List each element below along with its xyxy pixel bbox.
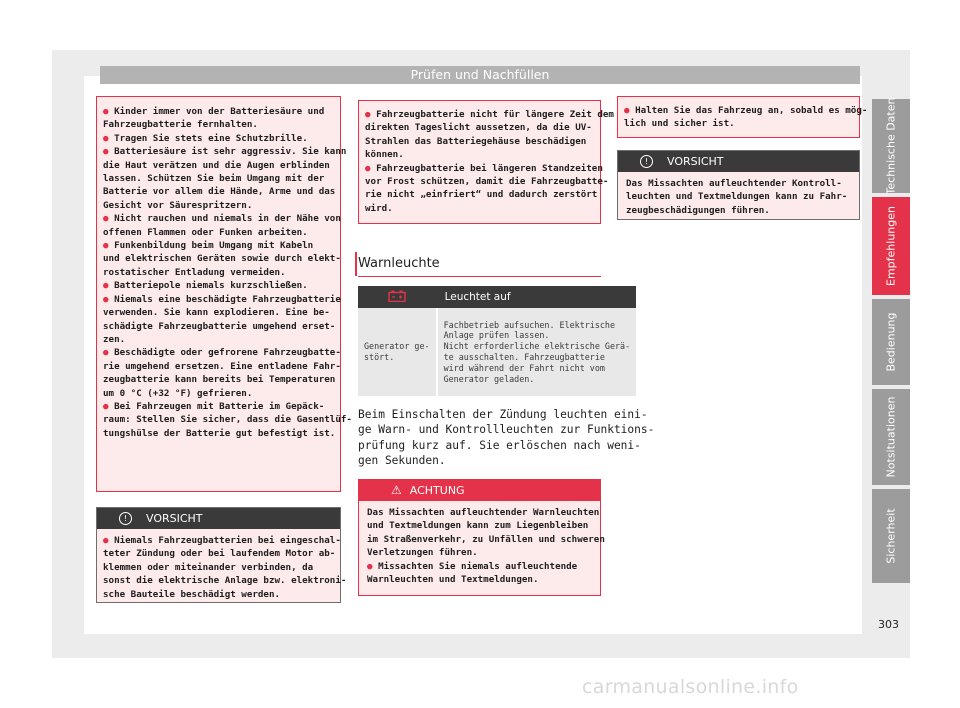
table-row xyxy=(358,308,636,396)
left-danger-list xyxy=(103,105,352,440)
list-item: ● Niemals Fahrzeugbatterien bei eingeschal- teter Zündung oder bei laufendem Motor ab- klemmen oder miteinander verbinden, da sonst die elektrische Anlage bzw. elektroni- sche Bauteile beschädigt werden. xyxy=(103,535,347,600)
left-danger-box xyxy=(96,96,352,492)
battery-icon xyxy=(358,286,437,308)
list-item: ● Tragen Sie stets eine Schutzbrille. xyxy=(103,132,308,144)
table-header-row xyxy=(358,286,636,308)
middle-danger-box xyxy=(358,100,614,224)
notice-label: VORSICHT xyxy=(667,155,724,168)
section-title: Warnleuchte xyxy=(358,256,440,271)
list-item: ● Missachten Sie niemals aufleuchtende Warnleuchten und Textmeldungen. xyxy=(367,560,578,586)
warning-light-table xyxy=(358,286,636,396)
notice-label: VORSICHT xyxy=(146,512,203,525)
tab-empfehlungen[interactable]: Empfehlungen xyxy=(872,197,910,295)
list-item: ● Bei Fahrzeugen mit Batterie im Gepäck- raum: Stellen Sie sicher, dass die Gasentlüf- tungshülse der Batterie gut befestigt ist. xyxy=(103,400,352,439)
row-text: Fachbetrieb aufsuchen. Elektrische Anlage prüfen lassen. Nicht erforderliche elektrische Gerä- te ausschalten. Fahrzeugbatterie wird während der Fahrt nicht vom Generator geladen. xyxy=(437,308,637,396)
list-item: ● Fahrzeugbatterie nicht für längere Zeit dem direkten Tageslicht aussetzen, da die UV- Strahlen das Batteriegehäuse beschädigen können. xyxy=(365,109,614,161)
list-item: ● Halten Sie das Fahrzeug an, sobald es mög- lich und sicher ist. xyxy=(624,105,868,130)
list-item: ● Beschädigte oder gefrorene Fahrzeugbatte- rie umgehend ersetzen. Eine entladene Fahr- zeugbatterie kann bereits bei Temperaturen um 0 °C (+32 °F) gefrieren. xyxy=(103,347,341,399)
body-paragraph: Beim Einschalten der Zündung leuchten eini- ge Warn- und Kontrollleuchten zur Funktions- prüfung kurz auf. Sie erlöschen nach weni- gen Sekunden. xyxy=(358,408,655,467)
tab-sicherheit[interactable]: Sicherheit xyxy=(872,489,910,583)
notice-header xyxy=(618,151,859,172)
info-circle-icon: ! xyxy=(119,512,132,525)
list-item: ● Funkenbildung beim Umgang mit Kabeln und elektrischen Geräten sowie durch elekt- rostatischer Entladung vermeiden. xyxy=(103,240,341,278)
left-notice-list xyxy=(97,529,347,601)
right-notice-box xyxy=(617,150,860,220)
section-divider xyxy=(358,276,601,277)
page-number: 303 xyxy=(878,618,899,631)
achtung-list xyxy=(359,501,605,586)
list-item: ● Batteriesäure ist sehr aggressiv. Sie kann die Haut verätzen und die Augen erblinden lassen. Schützen Sie beim Umgang mit der Batterie vor allem die Hände, Arme und das Gesicht vor Säurespritzern. xyxy=(103,146,347,211)
right-notice-list xyxy=(618,172,859,217)
list-item: ● Nicht rauchen und niemals in der Nähe von offenen Flammen oder Funken arbeiten. xyxy=(103,213,341,238)
list-item: ● Niemals eine beschädigte Fahrzeugbatterie verwenden. Sie kann explodieren. Eine be- schädigte Fahrzeugbatterie umgehend erset- zen. xyxy=(103,293,341,345)
right-danger-box xyxy=(617,96,868,138)
notice-header xyxy=(97,508,340,529)
list-item: ● Batteriepole niemals kurzschließen. xyxy=(103,280,308,292)
info-circle-icon: ! xyxy=(640,155,653,168)
section-marker xyxy=(355,252,357,276)
left-notice-box xyxy=(96,507,347,603)
warning-triangle-icon: ⚠ xyxy=(391,483,402,497)
achtung-intro: Das Missachten aufleuchtender Warnleuchten und Textmeldungen kann zum Liegenbleiben im Straßenverkehr, zu Unfällen und schweren Verletzungen führen. xyxy=(367,507,605,559)
achtung-box xyxy=(358,479,605,596)
row-label: Generator ge- stört. xyxy=(358,308,437,396)
notice-text: Das Missachten aufleuchtender Kontroll- leuchten und Textmeldungen kann zu Fahr- zeugbeschädigungen führen. xyxy=(626,178,848,216)
tab-technische-daten[interactable]: Technische Daten xyxy=(872,99,910,193)
achtung-label: ACHTUNG xyxy=(409,484,465,497)
column-header: Leuchtet auf xyxy=(437,286,637,308)
watermark: carmanualsonline.info xyxy=(582,676,799,698)
list-item: ● Kinder immer von der Batteriesäure und Fahrzeugbatterie fernhalten. xyxy=(103,106,325,131)
page-header: Prüfen und Nachfüllen xyxy=(100,66,860,84)
middle-danger-list xyxy=(365,108,614,215)
achtung-header xyxy=(359,480,600,501)
tab-bedienung[interactable]: Bedienung xyxy=(872,299,910,385)
list-item: ● Fahrzeugbatterie bei längeren Standzeiten vor Frost schützen, damit die Fahrzeugbatte- rie nicht „einfriert“ und dadurch zerstört wird. xyxy=(365,162,609,214)
right-danger-list xyxy=(624,104,868,131)
tab-notsituationen[interactable]: Notsituationen xyxy=(872,389,910,485)
